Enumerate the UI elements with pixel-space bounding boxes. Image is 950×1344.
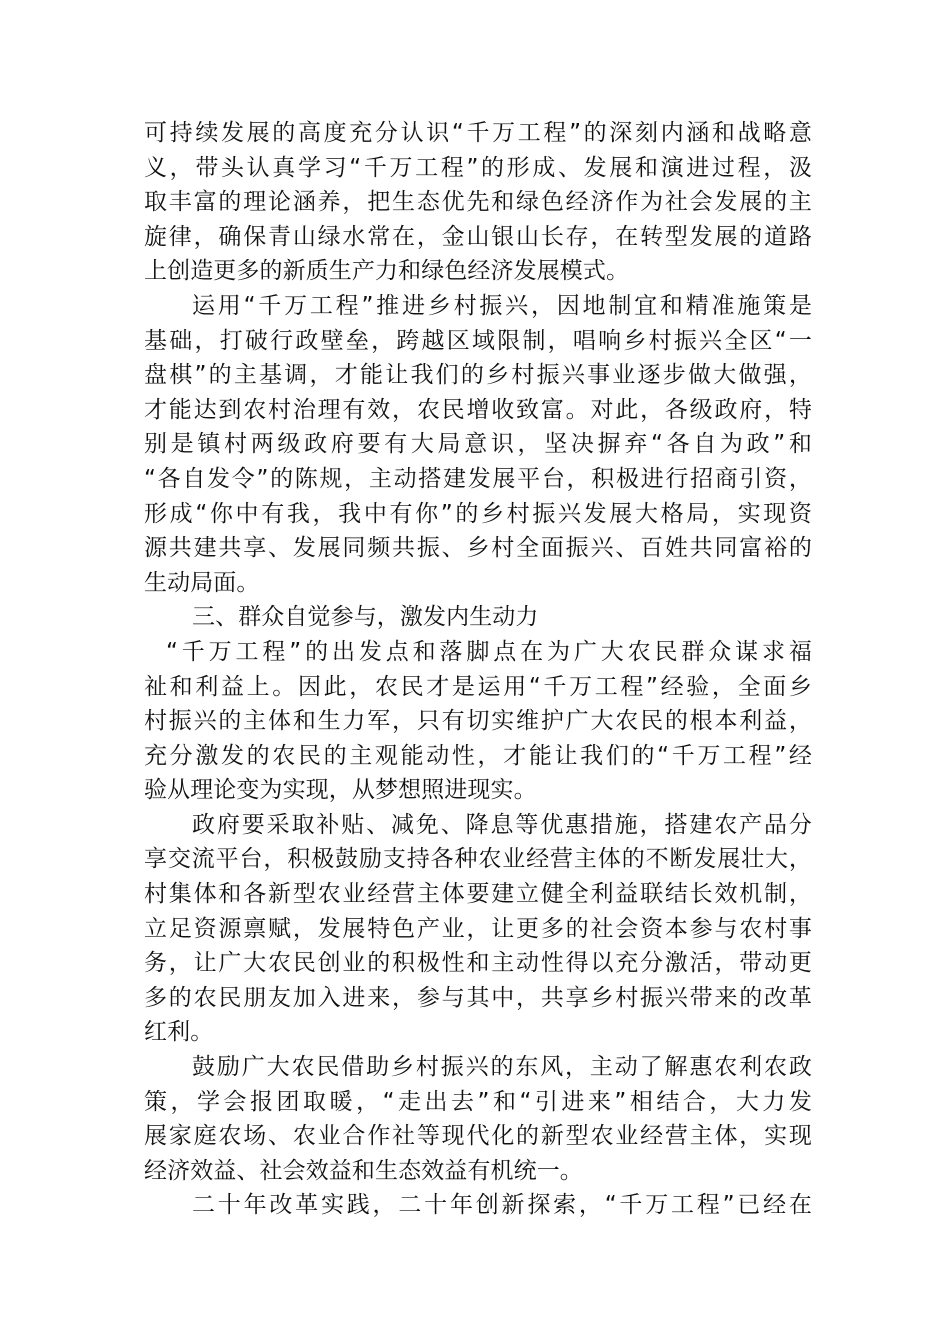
- text-line: 充分激发的农民的主观能动性，才能让我们的“千万工程”经: [144, 742, 812, 769]
- text-line: 可持续发展的高度充分认识“千万工程”的深刻内涵和战略意: [144, 120, 812, 146]
- text-line: “千万工程”的出发点和落脚点在为广大农民群众谋求福: [166, 638, 812, 665]
- section-heading: [144, 600, 812, 635]
- text-line: 验从理论变为实现，从梦想照进现实。: [144, 777, 537, 804]
- text-line: 立足资源禀赋，发展特色产业，让更多的社会资本参与农村事: [144, 915, 812, 942]
- text-line: 二十年改革实践，二十年创新探索，“千万工程”已经在: [192, 1192, 812, 1219]
- text-line: 运用“千万工程”推进乡村振兴，因地制宜和精准施策是: [192, 292, 812, 319]
- paragraph-rural-revitalization: [144, 289, 812, 600]
- text-line: 红利。: [144, 1019, 214, 1046]
- text-line: 取丰富的理论涵养，把生态优先和绿色经济作为社会发展的主: [144, 189, 812, 216]
- section-heading-text: 三、群众自觉参与，激发内生动力: [192, 604, 539, 631]
- text-line: 经济效益、社会效益和生态效益有机统一。: [144, 1157, 583, 1184]
- paragraph-twenty-years: [144, 1188, 812, 1223]
- document-body: [144, 116, 812, 1223]
- text-line: 多的农民朋友加入进来，参与其中，共享乡村振兴带来的改革: [144, 984, 812, 1011]
- text-line: 上创造更多的新质生产力和绿色经济发展模式。: [144, 258, 630, 285]
- text-line: 鼓励广大农民借助乡村振兴的东风，主动了解惠农利农政: [192, 1054, 812, 1081]
- paragraph-farmers-role: [144, 635, 812, 808]
- paragraph-government-measures: [144, 808, 812, 1050]
- text-line: 村振兴的主体和生力军，只有切实维护广大农民的根本利益，: [144, 708, 812, 735]
- text-line: 策，学会报团取暖，“走出去”和“引进来”相结合，大力发: [144, 1088, 812, 1115]
- text-line: 形成“你中有我，我中有你”的乡村振兴发展大格局，实现资: [144, 500, 812, 527]
- text-line: “各自发令”的陈规，主动搭建发展平台，积极进行招商引资，: [144, 465, 812, 492]
- text-line: 义，带头认真学习“千万工程”的形成、发展和演进过程，汲: [144, 154, 812, 181]
- paragraph-encourage-farmers: [144, 1050, 812, 1188]
- text-line: 生动局面。: [144, 569, 260, 596]
- text-line: 村集体和各新型农业经营主体要建立健全利益联结长效机制，: [144, 881, 812, 908]
- text-line: 才能达到农村治理有效，农民增收致富。对此，各级政府，特: [144, 396, 812, 423]
- text-line: 展家庭农场、农业合作社等现代化的新型农业经营主体，实现: [144, 1123, 812, 1150]
- text-line: 别是镇村两级政府要有大局意识，坚决摒弃“各自为政”和: [144, 431, 812, 458]
- text-line: 盘棋”的主基调，才能让我们的乡村振兴事业逐步做大做强，: [144, 362, 812, 389]
- text-line: 祉和利益上。因此，农民才是运用“千万工程”经验，全面乡: [144, 673, 812, 700]
- text-line: 务，让广大农民创业的积极性和主动性得以充分激活，带动更: [144, 950, 812, 977]
- text-line: 享交流平台，积极鼓励支持各种农业经营主体的不断发展壮大，: [144, 846, 812, 873]
- text-line: 政府要采取补贴、减免、降息等优惠措施，搭建农产品分: [192, 811, 812, 838]
- text-line: 源共建共享、发展同频共振、乡村全面振兴、百姓共同富裕的: [144, 535, 812, 562]
- text-line: 旋律，确保青山绿水常在，金山银山长存，在转型发展的道路: [144, 223, 812, 250]
- paragraph-continuation: [144, 116, 812, 289]
- text-line: 基础，打破行政壁垒，跨越区域限制，唱响乡村振兴全区“一: [144, 327, 812, 354]
